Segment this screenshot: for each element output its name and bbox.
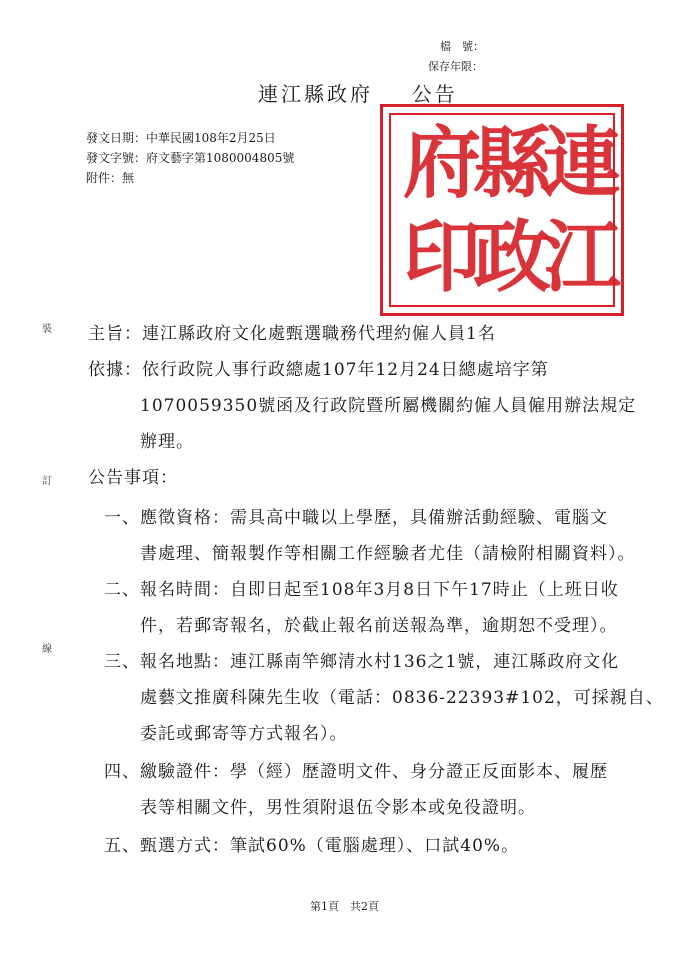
binding-mark-bottom: 線 [42, 644, 52, 655]
notice-item-line: 三、報名地點：連江縣南竿鄉清水村136之1號，連江縣政府文化 [104, 652, 620, 672]
page-number: 第1頁 共2頁 [310, 900, 379, 913]
seal-glyph: 江 [543, 212, 622, 303]
seal-glyph: 印 [403, 212, 482, 303]
basis-line: 1070059350號函及行政院暨所屬機關約僱人員僱用辦法規定 [140, 396, 637, 416]
notice-item-line: 處藝文推廣科陳先生收（電話：0836-22393#102，可採親自、 [140, 688, 664, 708]
binding-mark-top: 裝 [42, 324, 52, 335]
document-title [258, 78, 458, 107]
basis-line: 依據：依行政院人事行政總處107年12月24日總處培字第 [88, 360, 549, 380]
seal-glyph: 府 [403, 118, 482, 209]
subject-line: 主旨：連江縣政府文化處甄選職務代理約僱人員1名 [88, 324, 496, 344]
seal-glyph: 政 [473, 212, 552, 303]
notice-item-line: 委託或郵寄等方式報名）。 [140, 724, 348, 744]
notice-item-line: 四、繳驗證件：學（經）歷證明文件、身分證正反面影本、履歷 [104, 762, 608, 782]
official-seal [380, 104, 624, 316]
issue-date: 發文日期：中華民國108年2月25日 [86, 131, 276, 145]
issuing-organization: 連江縣政府 [258, 82, 373, 106]
notice-item-line: 五、甄選方式：筆試60%（電腦處理）、口試40%。 [104, 836, 520, 856]
document-number: 發文字號：府文藝字第1080004805號 [86, 151, 295, 165]
seal-glyph: 連 [543, 118, 622, 209]
notice-item-line: 二、報名時間：自即日起至108年3月8日下午17時止（上班日收 [104, 580, 619, 600]
retention-period-label: 保存年限： [428, 60, 483, 73]
seal-glyph: 縣 [473, 118, 552, 209]
notice-item-line: 件，若郵寄報名，於截止報名前送報為準，逾期恕不受理）。 [140, 616, 618, 636]
document-type: 公告 [411, 82, 458, 106]
file-number-label: 檔 號： [440, 40, 484, 53]
basis-line: 辦理。 [140, 432, 194, 452]
notices-heading: 公告事項： [88, 468, 178, 488]
attachment: 附件：無 [86, 171, 135, 185]
notice-item-line: 書處理、簡報製作等相關工作經驗者尤佳（請檢附相關資料）。 [140, 544, 636, 564]
binding-mark-middle: 訂 [42, 476, 52, 487]
notice-item-line: 表等相關文件，男性須附退伍令影本或免役證明。 [140, 798, 536, 818]
notice-item-line: 一、應徵資格：需具高中職以上學歷，具備辦活動經驗、電腦文 [104, 508, 608, 528]
